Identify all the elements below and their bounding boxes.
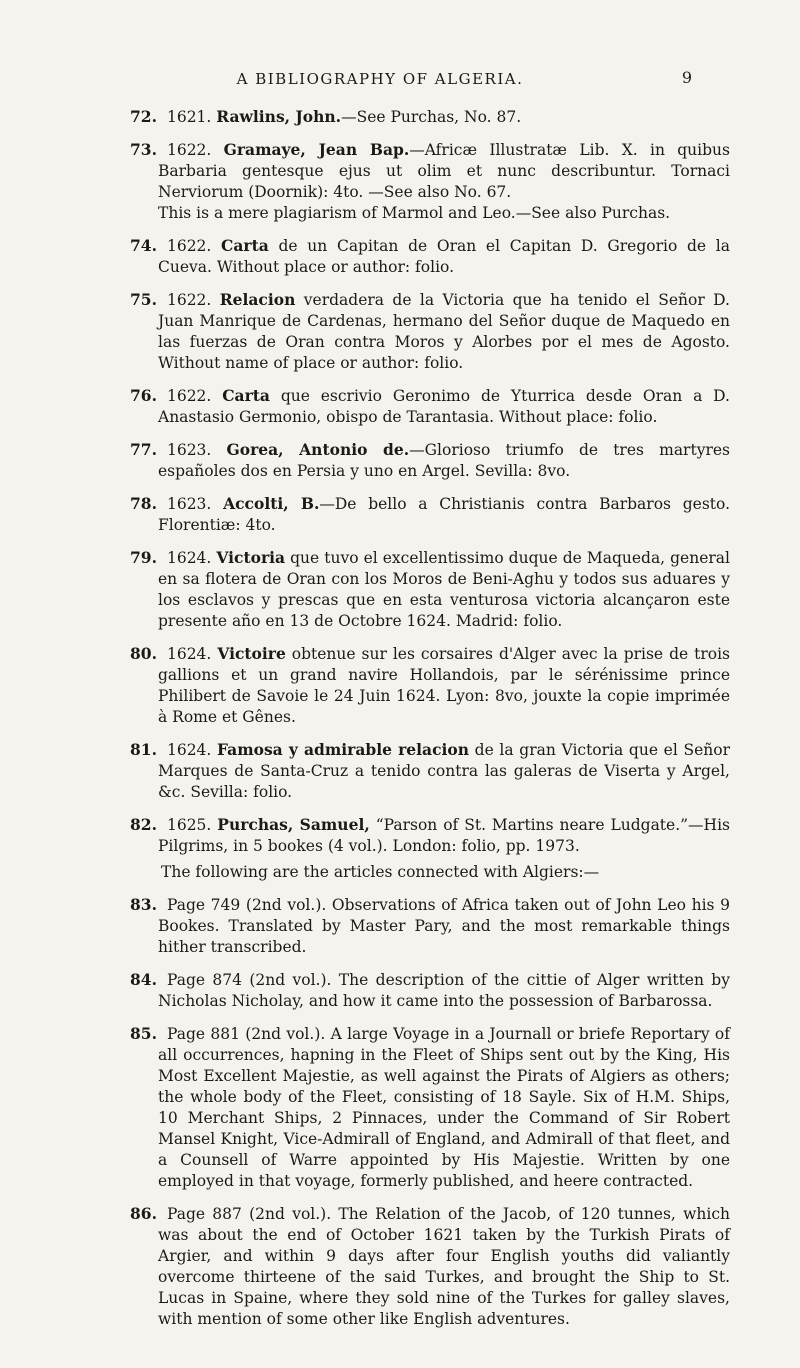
- entry-86: 86. Page 887 (2nd vol.). The Relation of the Jacob, of 120 tunnes, which was about the end of October 1621 taken by the Turkish Pirats of Argier, and within 9 days after four English youths did valiantly overcome thirteene of the said Turkes, and brought the Ship to St. Lucas in Spaine, where they sold nine of the Turkes for galley slaves, with mention of some other like English adventures.: [130, 1204, 730, 1328]
- entry-75: 75. 1622. Relacion verdadera de la Victoria que ha tenido el Señor D. Juan Manrique de Cardenas, hermano del Señor duque de Maquedo en las fuerzas de Oran contra Moros y Alorbes por el mes de Agosto. Without name of place or author: folio.: [130, 290, 730, 372]
- entry-79: 79. 1624. Victoria que tuvo el excellentissimo duque de Maqueda, general en sa flotera de Oran con los Moros de Beni-Aghu y todos sus aduares y los esclavos y prescas que en esta venturosa victoria alcançaron este presente año en 13 de Octobre 1624. Madrid: folio.: [130, 548, 730, 630]
- intro-line: The following are the articles connected with Algiers:—: [161, 863, 600, 881]
- bibliography-entries: [130, 106, 730, 1341]
- entry-76: 76. 1622. Carta que escrivio Geronimo de Yturrica desde Oran a D. Anastasio Germonio, obispo de Tarantasia. Without place: folio.: [130, 386, 730, 426]
- entry-84: 84. Page 874 (2nd vol.). The description of the cittie of Alger written by Nicholas Nicholay, and how it came into the possession of Barbarossa.: [130, 970, 730, 1010]
- entry-72: 72. 1621. Rawlins, John.—See Purchas, No. 87.: [130, 107, 522, 126]
- entry-85: 85. Page 881 (2nd vol.). A large Voyage in a Journall or briefe Reportary of all occurrences, hapning in the Fleet of Ships sent out by the King, His Most Excellent Majestie, as well against the Pirats of Algiers as others; the whole body of the Fleet, consisting of 18 Sayle. Six of H.M. Ships, 10 Merchant Ships, 2 Pinnaces, under the Command of Sir Robert Mansel Knight, Vice-Admirall of England, and Admirall of that fleet, and a Counsell of Warre appointed by His Majestie. Written by one employed in that voyage, formerly published, and heere contracted.: [130, 1024, 730, 1190]
- entry-73: 73. 1622. Gramaye, Jean Bap.—Africæ Illustratæ Lib. X. in quibus Barbaria gentesque ejus ut olim et nunc describuntur. Tornaci Nerviorum (Doornik): 4to. —See also No. 67. This is a mere plagiarism of Marmol and Leo.—See also Purchas.: [130, 140, 730, 222]
- page-number: 9: [681, 68, 692, 87]
- entry-80: 80. 1624. Victoire obtenue sur les corsaires d'Alger avec la prise de trois gallions et un grand navire Hollandois, par le sérénissime prince Philibert de Savoie le 24 Juin 1624. Lyon: 8vo, jouxte la copie imprimée à Rome et Gênes.: [130, 644, 730, 726]
- entry-78: 78. 1623. Accolti, B.—De bello a Christianis contra Barbaros gesto. Florentiæ: 4to.: [130, 494, 730, 534]
- entry-83: 83. Page 749 (2nd vol.). Observations of Africa taken out of John Leo his 9 Bookes. Translated by Master Pary, and the most remarkable things hither transcribed.: [130, 895, 730, 956]
- entry-81: 81. 1624. Famosa y admirable relacion de la gran Victoria que el Señor Marques de Santa-Cruz a tenido contra las galeras de Viserta y Argel, &c. Sevilla: folio.: [130, 740, 730, 801]
- entry-74: 74. 1622. Carta de un Capitan de Oran el Capitan D. Gregorio de la Cueva. Without place or author: folio.: [130, 236, 730, 276]
- entry-77: 77. 1623. Gorea, Antonio de.—Glorioso triumfo de tres martyres españoles dos en Persia y uno en Argel. Sevilla: 8vo.: [130, 440, 730, 480]
- entry-note: This is a mere plagiarism of Marmol and Leo.—See also Purchas.: [158, 204, 671, 222]
- running-head: A BIBLIOGRAPHY OF ALGERIA.: [236, 70, 524, 88]
- entry-82: 82. 1625. Purchas, Samuel, “Parson of St. Martins neare Ludgate.”—His Pilgrims, in 5 bookes (4 vol.). London: folio, pp. 1973.: [130, 815, 730, 855]
